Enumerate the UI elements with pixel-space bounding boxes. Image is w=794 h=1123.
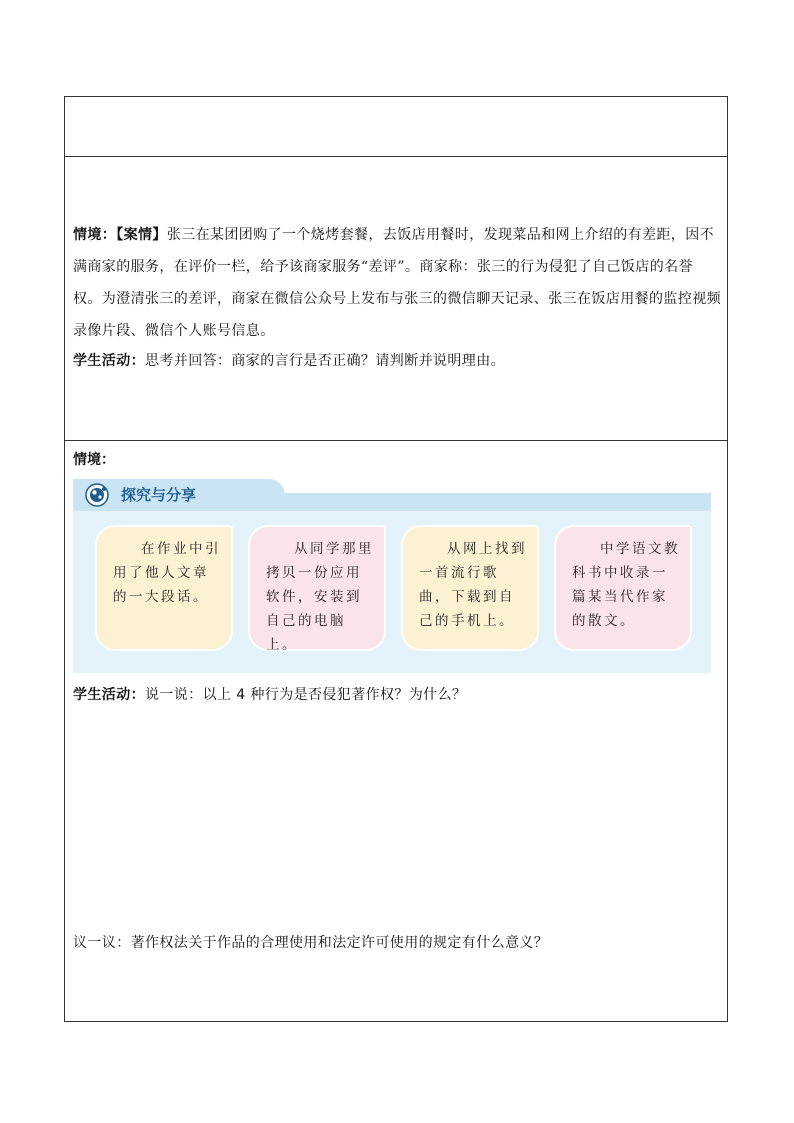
scenario-label-2: 情境： [73, 452, 115, 468]
card-text: 中学语文教科书中收录一篇某当代作家的散文。 [572, 541, 680, 629]
activity-paragraph-2 [73, 679, 721, 711]
card-text: 从网上找到一首流行歌曲，下载到自己的手机上。 [419, 541, 527, 629]
explore-body [73, 511, 711, 673]
discuss-paragraph: 议一议：著作权法关于作品的合理使用和法定许可使用的规定有什么意义？ [73, 935, 549, 951]
card-text: 从同学那里拷贝一份应用软件，安装到自己的电脑上。 [266, 541, 374, 653]
explore-share-panel [73, 479, 711, 673]
activity-text: 思考并回答：商家的言行是否正确？请判断并说明理由。 [145, 353, 505, 369]
explore-header [73, 479, 285, 511]
lesson-table [64, 96, 728, 1022]
scenario-card-3 [401, 525, 539, 651]
activity-label-2: 学生活动： [73, 687, 145, 703]
scenario-card-1 [95, 525, 233, 651]
activity-paragraph [73, 345, 721, 377]
case-text: 张三在某团团购了一个烧烤套餐，去饭店用餐时，发现菜品和网上介绍的有差距，因不满商家的服务，在评价一栏，给予该商家服务“差评”。商家称：张三的行为侵犯了自己饭店的名誉权。为澄清张三的差评，商家在微信公众号上发布与张三的微信聊天记录、张三在饭店用餐的监控视频录像片段、微信个人账号信息。 [73, 227, 721, 339]
copyright-section [65, 441, 727, 1021]
activity-text-2: 说一说：以上 4 种行为是否侵犯著作权？为什么？ [145, 687, 467, 703]
scenario-card-4 [554, 525, 692, 651]
case-paragraph [73, 219, 721, 347]
case-tag: 【案情】 [116, 227, 167, 243]
activity-label: 学生活动： [73, 353, 145, 369]
scenario-card-2 [248, 525, 386, 651]
globe-icon [85, 483, 109, 507]
case-section [65, 157, 727, 441]
scenario-label: 情境： [73, 227, 117, 243]
card-text: 在作业中引用了他人文章的一大段话。 [113, 541, 221, 605]
empty-header-cell [65, 97, 727, 157]
explore-title: 探究与分享 [121, 486, 197, 504]
